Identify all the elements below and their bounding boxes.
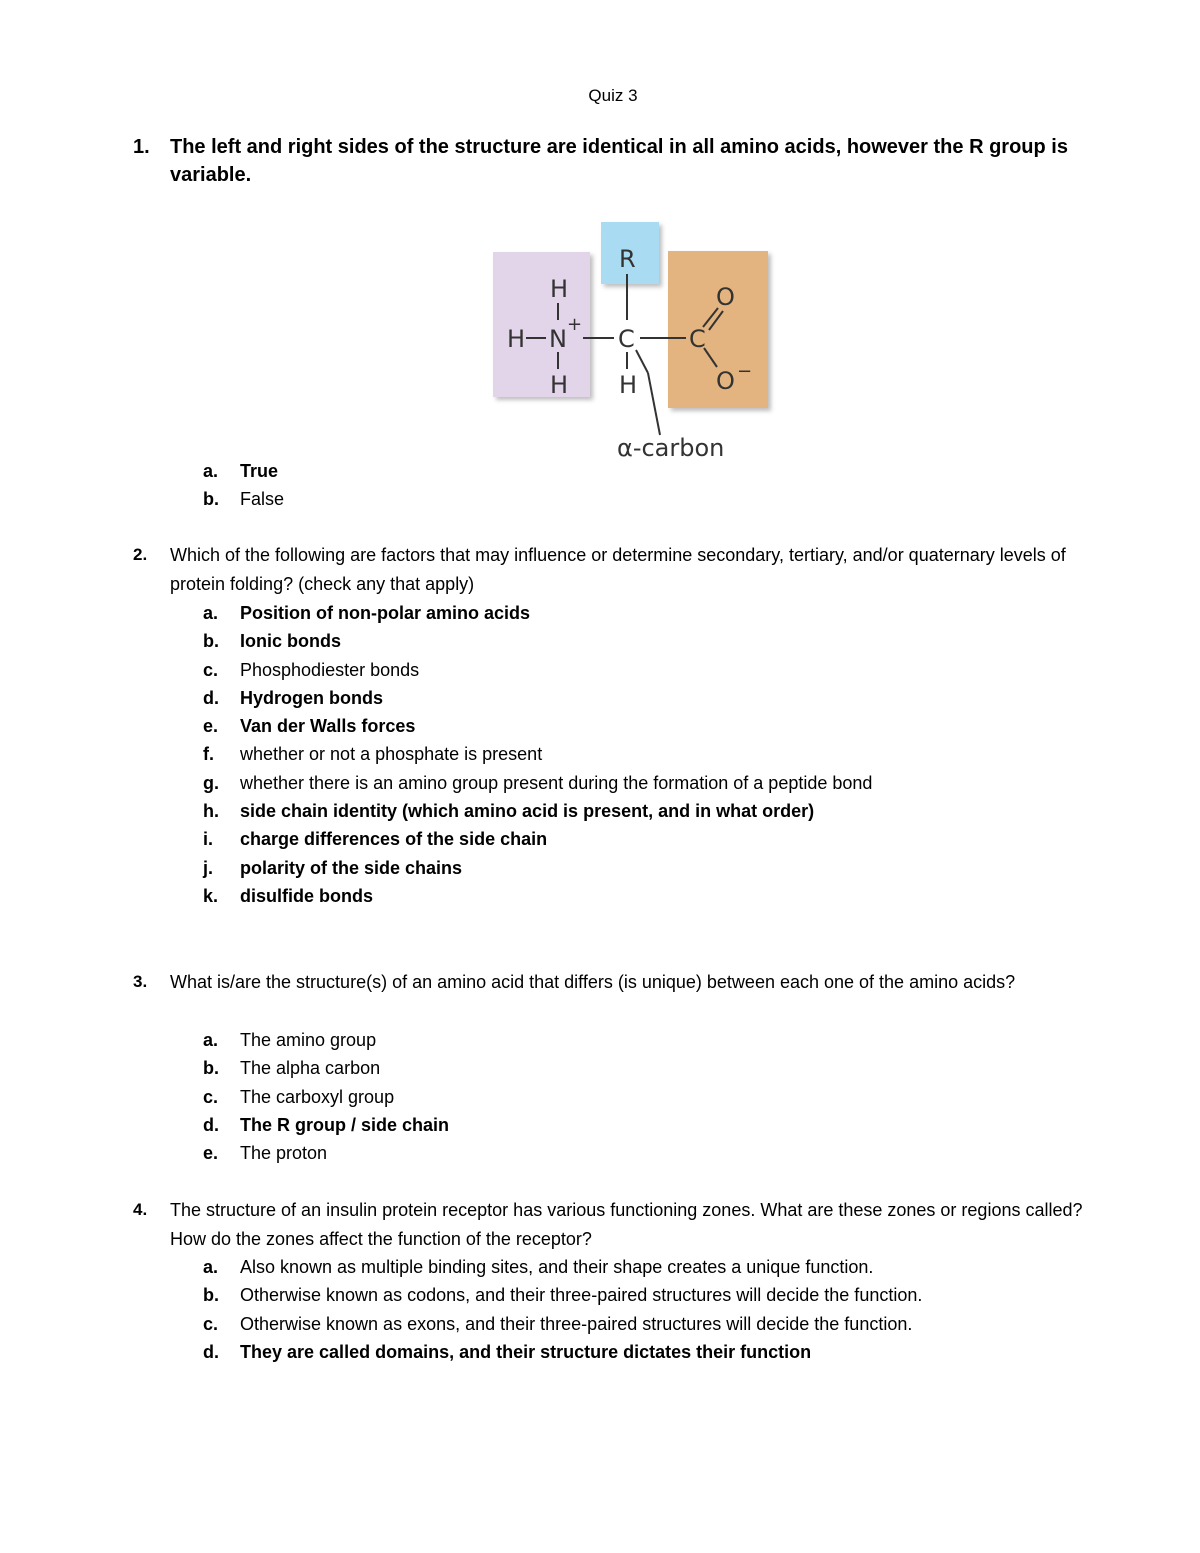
option-letter: a. [203, 1030, 219, 1050]
option-4d[interactable] [0, 1338, 1200, 1366]
option-text: The carboxyl group [240, 1086, 395, 1107]
option-3c[interactable] [0, 1083, 1200, 1111]
option-letter: a. [203, 461, 219, 481]
amino-acid-diagram [488, 217, 778, 462]
option-3d[interactable] [0, 1111, 1200, 1139]
o-bottom-label: O [716, 367, 735, 395]
alpha-carbon-pointer-top [636, 350, 648, 373]
r-label: R [619, 245, 636, 273]
option-letter: e. [203, 1143, 219, 1164]
option-letter: d. [203, 1114, 219, 1135]
option-letter: b. [203, 489, 219, 510]
option-letter: g. [203, 772, 219, 793]
option-text: Also known as multiple binding sites, and their shape creates a unique function. [240, 1257, 874, 1277]
option-letter: a. [203, 603, 219, 623]
question-number: 4. [133, 1200, 148, 1219]
option-letter: d. [203, 1341, 219, 1362]
question-4-options [0, 1253, 1200, 1366]
option-text: False [240, 489, 285, 510]
alpha-carbon-caption: α-carbon [617, 434, 725, 462]
option-text: They are called domains, and their structure dictates their function [240, 1341, 812, 1362]
option-text: Otherwise known as exons, and their three-paired structures will decide the function. [240, 1313, 913, 1334]
option-text: The proton [240, 1143, 328, 1164]
option-text: Hydrogen bonds [240, 687, 383, 708]
c-carboxyl-label: C [689, 325, 706, 353]
option-text: disulfide bonds [240, 885, 373, 906]
option-text: Otherwise known as codons, and their three-paired structures will decide the function. [240, 1285, 923, 1306]
option-2i[interactable] [0, 825, 1200, 853]
option-text: Van der Walls forces [240, 716, 416, 737]
option-text: whether there is an amino group present during the formation of a peptide bond [240, 772, 873, 793]
o-charge-label: − [737, 361, 753, 382]
option-letter: a. [203, 1257, 219, 1277]
option-text: polarity of the side chains [240, 857, 463, 878]
n-charge-label: + [567, 314, 583, 335]
option-3b[interactable] [0, 1054, 1200, 1082]
h-alpha-label: H [619, 371, 638, 399]
option-text: Phosphodiester bonds [240, 659, 420, 680]
option-2a[interactable] [0, 599, 1200, 627]
option-letter: d. [203, 687, 219, 708]
option-letter: b. [203, 1058, 219, 1079]
option-4c[interactable] [0, 1310, 1200, 1338]
option-4b[interactable] [0, 1281, 1200, 1309]
question-2-options [0, 599, 1200, 910]
option-3e[interactable] [0, 1139, 1200, 1167]
option-text: The R group / side chain [240, 1114, 450, 1135]
amino-acid-structure-svg [488, 217, 778, 462]
question-number: 3. [133, 972, 148, 991]
alpha-carbon-pointer [648, 373, 660, 435]
option-text: True [240, 461, 279, 481]
h-bottom-label: H [550, 371, 569, 399]
option-letter: j. [203, 857, 214, 878]
option-letter: c. [203, 1313, 219, 1334]
option-2c[interactable] [0, 656, 1200, 684]
question-number: 1. [133, 136, 150, 158]
question-text: What is/are the structure(s) of an amino acid that differs (is unique) between each one of the amino acids? [170, 972, 1016, 992]
h-left-label: H [507, 325, 526, 353]
option-letter: k. [203, 885, 219, 906]
option-text: Ionic bonds [240, 631, 341, 652]
option-2d[interactable] [0, 684, 1200, 712]
option-text: The alpha carbon [240, 1058, 381, 1079]
option-letter: e. [203, 716, 219, 737]
option-text: charge differences of the side chain [240, 829, 548, 850]
option-text: Position of non-polar amino acids [240, 603, 531, 623]
option-4a[interactable] [0, 1253, 1200, 1281]
option-letter: c. [203, 1086, 219, 1107]
option-2b[interactable] [0, 627, 1200, 655]
option-2g[interactable] [0, 769, 1200, 797]
question-text: Which of the following are factors that may influence or determine secondary, tertiary, and/or quaternary levels of protein folding? (check any that apply) [170, 545, 1066, 594]
option-text: The amino group [240, 1030, 377, 1050]
option-2j[interactable] [0, 854, 1200, 882]
option-text: whether or not a phosphate is present [240, 744, 543, 765]
question-3-options [0, 1026, 1200, 1167]
question-1-options [0, 457, 1200, 514]
option-text: side chain identity (which amino acid is present, and in what order) [240, 801, 815, 822]
h-top-label: H [550, 275, 569, 303]
option-3a[interactable] [0, 1026, 1200, 1054]
option-letter: c. [203, 659, 219, 680]
option-1a[interactable] [0, 457, 1200, 485]
option-1b[interactable] [0, 485, 1200, 513]
option-2e[interactable] [0, 712, 1200, 740]
option-letter: b. [203, 1285, 219, 1306]
o-top-label: O [716, 283, 735, 311]
option-2k[interactable] [0, 882, 1200, 910]
option-letter: h. [203, 801, 219, 822]
c-alpha-label: C [618, 325, 635, 353]
question-text: The left and right sides of the structure are identical in all amino acids, however the R group is variable. [170, 136, 1068, 186]
option-2f[interactable] [0, 740, 1200, 768]
option-letter: i. [203, 829, 214, 850]
option-letter: f. [203, 744, 214, 765]
page-title: Quiz 3 [588, 86, 638, 105]
n-label: N [549, 325, 567, 353]
question-text: The structure of an insulin protein receptor has various functioning zones. What are these zones or regions called? How do the zones affect the function of the receptor? [170, 1200, 1083, 1249]
question-number: 2. [133, 545, 148, 564]
option-2h[interactable] [0, 797, 1200, 825]
option-letter: b. [203, 631, 219, 652]
